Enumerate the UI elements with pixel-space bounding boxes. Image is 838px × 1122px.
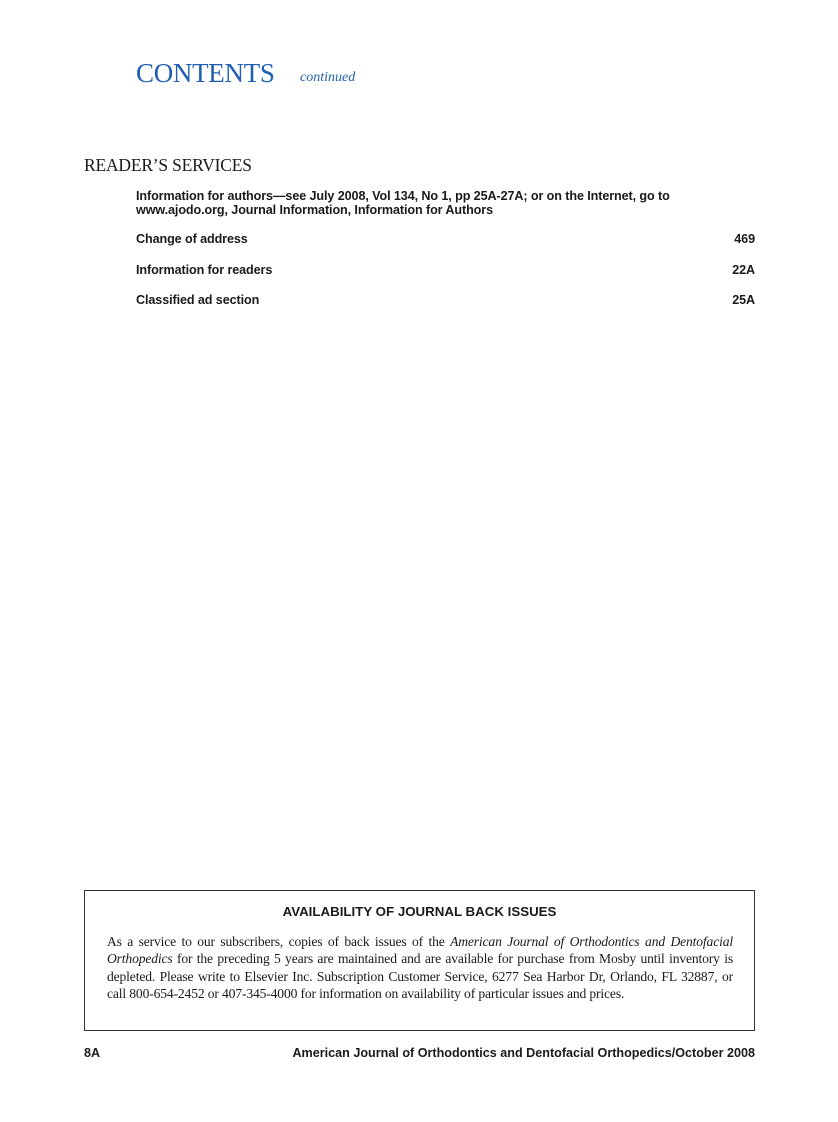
section-title: READER’S SERVICES — [84, 155, 252, 175]
toc-label: Change of address — [136, 232, 248, 246]
toc-row — [136, 293, 755, 307]
notice-text-part: for the preceding 5 years are maintained and are available for purchase from Mosby until inventory is depleted. Please write to Elsevier Inc. Subscription Customer Service, 6277 Sea Harbor Dr, Orlando, FL 32887, or call 800-654-2452 or 407-345-4000 for information on availability of particular issues and prices. — [107, 951, 733, 1002]
toc-page: 469 — [734, 232, 755, 246]
toc-page: 22A — [732, 263, 755, 277]
page-subtitle: continued — [300, 70, 356, 85]
journal-name: American Journal of Orthodontics and Dentofacial Orthopedics — [107, 934, 733, 967]
toc-page: 25A — [732, 293, 755, 307]
page-title: CONTENTS — [136, 58, 275, 88]
toc-row — [136, 232, 755, 246]
notice-text — [107, 933, 733, 1003]
authors-info: Information for authors—see July 2008, Vol 134, No 1, pp 25A-27A; or on the Internet, go to www.ajodo.org, Journal Information, Information for Authors — [136, 189, 670, 217]
notice-title: AVAILABILITY OF JOURNAL BACK ISSUES — [282, 904, 557, 919]
running-footer: American Journal of Orthodontics and Dentofacial Orthopedics/October 2008 — [292, 1046, 755, 1060]
toc-label: Classified ad section — [136, 293, 260, 307]
toc-label: Information for readers — [136, 263, 273, 277]
page-number: 8A — [84, 1046, 101, 1060]
notice-text-part: As a service to our subscribers, copies of back issues of the — [107, 934, 451, 949]
back-issues-notice — [84, 890, 755, 1031]
toc-row — [136, 263, 755, 277]
